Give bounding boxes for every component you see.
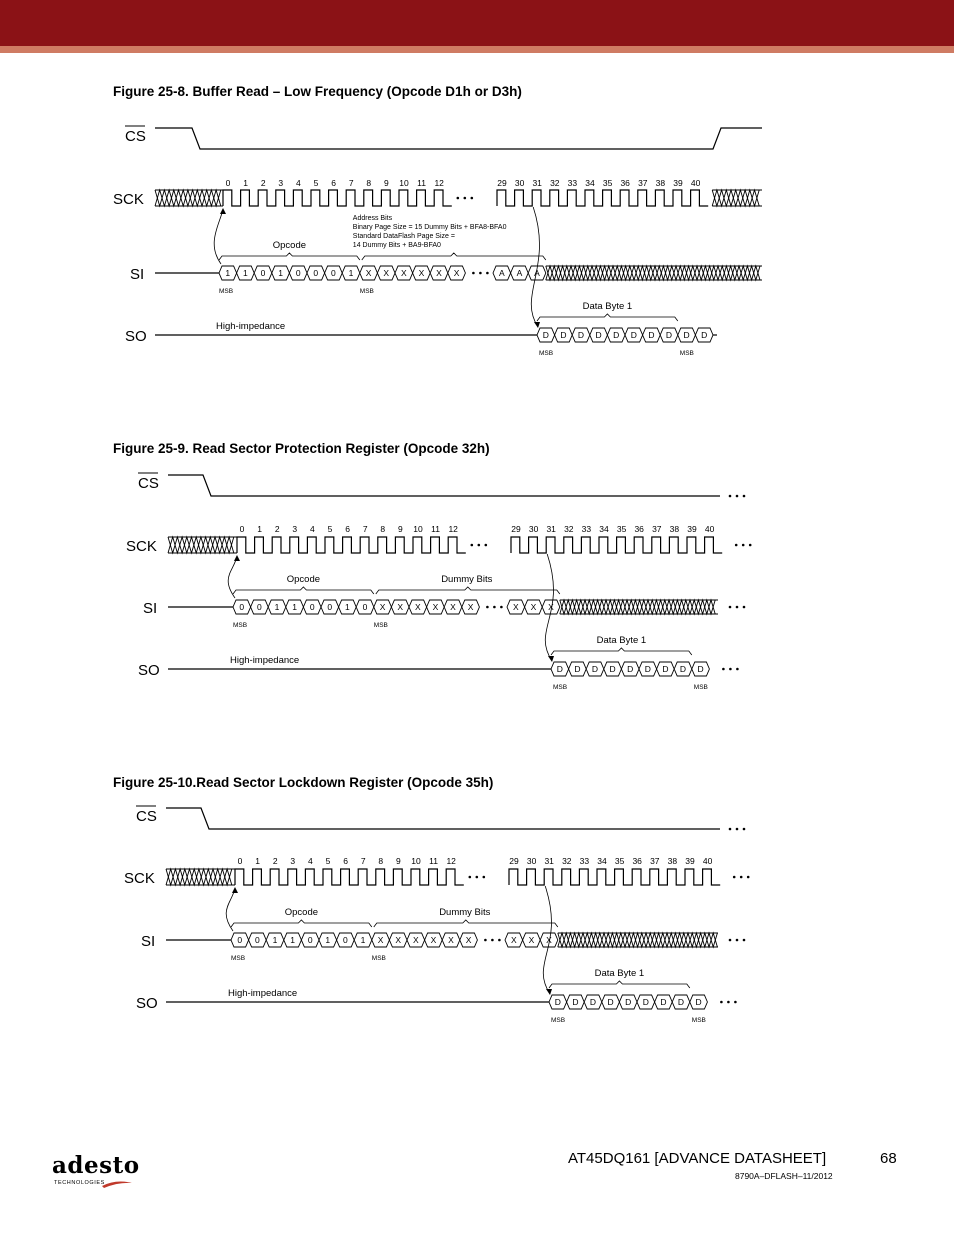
- opcode-brace: [219, 253, 360, 260]
- clock-cycle-number: 3: [278, 178, 284, 188]
- si-tail-bit-value: A: [516, 268, 523, 278]
- opcode-label: Opcode: [284, 907, 319, 918]
- si-address-bit-value: X: [397, 602, 404, 612]
- so-data-bit-value: D: [660, 997, 667, 1007]
- ellipsis-dot: [472, 272, 475, 275]
- so-data-bit-value: D: [591, 664, 599, 674]
- clock-cycle-number: 9: [384, 178, 389, 188]
- ellipsis-dot: [479, 272, 482, 275]
- so-data-bit-value: D: [560, 330, 567, 340]
- msb-label: MSB: [219, 288, 234, 295]
- ellipsis-dot: [727, 1001, 730, 1004]
- so-data-bit-value: D: [642, 997, 649, 1007]
- so-data-bit-value: D: [630, 330, 637, 340]
- hatch-bottom: [560, 600, 715, 614]
- arrow-head: [234, 555, 240, 561]
- clock-cycle-number: 35: [616, 524, 627, 534]
- data-byte-label: Data Byte 1: [594, 968, 645, 979]
- ellipsis-dot: [457, 197, 460, 200]
- address-note-line: Binary Page Size = 15 Dummy Bits + BFA8-BFA0: [352, 224, 507, 231]
- si-opcode-bit-value: 1: [272, 935, 278, 945]
- si-opcode-bit-value: 1: [292, 602, 297, 612]
- so-data-bit-value: D: [589, 997, 597, 1007]
- so-data-bit-value: D: [677, 997, 685, 1007]
- si-address-bit-value: X: [395, 935, 402, 945]
- ellipsis-dot: [469, 876, 472, 879]
- ellipsis-dot: [491, 939, 494, 942]
- msb-label: MSB: [231, 955, 246, 962]
- clock-cycle-number: 36: [620, 178, 630, 188]
- opcode-brace: [233, 587, 374, 594]
- msb-label: MSB: [359, 288, 374, 295]
- clock-cycle-number: 1: [243, 178, 248, 188]
- clock-cycle-number: 2: [260, 178, 266, 188]
- figure-title: Figure 25-9. Read Sector Protection Register (Opcode 32h): [113, 441, 490, 456]
- ellipsis-dot: [500, 606, 503, 609]
- clock-cycle-number: 6: [331, 178, 336, 188]
- so-data-bit-value: D: [556, 664, 563, 674]
- clock-cycle-number: 32: [562, 856, 572, 866]
- so-data-bit-value: D: [627, 664, 634, 674]
- so-data-bit-value: D: [665, 330, 673, 340]
- so-data-bit-value: D: [595, 330, 602, 340]
- si-opcode-bit-value: 1: [243, 268, 248, 278]
- clock-cycle-number: 0: [237, 856, 243, 866]
- si-address-bit-value: X: [436, 268, 442, 278]
- si-opcode-bit-value: 0: [260, 268, 266, 278]
- si-address-bit-value: X: [412, 935, 419, 945]
- msb-label: MSB: [553, 684, 568, 691]
- clock-cycle-number: 3: [290, 856, 296, 866]
- dummy-bits-brace: [376, 587, 560, 594]
- ellipsis-dot: [736, 939, 739, 942]
- so-data-bit-value: D: [697, 664, 704, 674]
- msb-label: MSB: [679, 350, 694, 357]
- ellipsis-dot: [734, 1001, 737, 1004]
- cs-waveform: [166, 808, 720, 829]
- clock-cycle-number: 4: [296, 178, 301, 188]
- si-opcode-bit-value: 1: [348, 268, 354, 278]
- clock-cycle-number: 9: [398, 524, 403, 534]
- si-address-bit-value: X: [465, 935, 472, 945]
- arrow-head: [220, 208, 226, 214]
- si-address-bit-value: X: [430, 935, 437, 945]
- clock-cycle-number: 12: [448, 524, 458, 534]
- logo-swoosh-icon: [52, 1152, 142, 1192]
- header-stripe: [0, 46, 954, 53]
- address-note-line: Address Bits: [352, 215, 393, 222]
- clock-cycle-number: 8: [378, 856, 384, 866]
- ellipsis-dot: [486, 272, 489, 275]
- ellipsis-dot: [722, 668, 725, 671]
- so-data-bit-value: D: [679, 664, 687, 674]
- ellipsis-dot: [493, 606, 496, 609]
- timing-diagram-sector-protection: [0, 462, 954, 702]
- si-tail-bit-value: X: [548, 602, 554, 612]
- so-data-bit-value: D: [577, 330, 585, 340]
- dummy-bits-label: Dummy Bits: [439, 907, 491, 918]
- si-opcode-bit-value: 1: [325, 935, 331, 945]
- clock-cycle-number: 33: [581, 524, 592, 534]
- clock-cycle-number: 40: [690, 178, 701, 188]
- sck-clock-pulse: [509, 869, 720, 885]
- clock-cycle-number: 1: [255, 856, 260, 866]
- clock-cycle-number: 40: [704, 524, 715, 534]
- clock-cycle-number: 31: [546, 524, 556, 534]
- data-byte-brace: [549, 981, 690, 988]
- si-opcode-bit-value: 1: [290, 935, 295, 945]
- timing-diagram-sector-lockdown: [0, 795, 954, 1035]
- sck-clock-pulse: [497, 190, 708, 206]
- so-data-bit-value: D: [644, 664, 651, 674]
- cs-signal-label: CS: [125, 128, 146, 145]
- so-signal-label: SO: [136, 995, 158, 1012]
- hatch-top: [558, 933, 718, 947]
- clock-cycle-number: 37: [650, 856, 660, 866]
- document-code: 8790A–DFLASH–11/2012: [735, 1171, 833, 1181]
- ellipsis-dot: [729, 606, 732, 609]
- so-data-bit-value: D: [662, 664, 669, 674]
- ellipsis-dot: [486, 606, 489, 609]
- adesto-logo: [52, 1152, 142, 1192]
- ellipsis-dot: [749, 544, 752, 547]
- clock-cycle-number: 30: [526, 856, 537, 866]
- clock-cycle-number: 36: [632, 856, 642, 866]
- so-data-bit-value: D: [625, 997, 632, 1007]
- si-address-bit-value: X: [365, 268, 372, 278]
- figure-title: Figure 25-10.Read Sector Lockdown Register (Opcode 35h): [113, 775, 494, 790]
- address-note-line: 14 Dummy Bits + BA9-BFA0: [352, 242, 441, 249]
- ellipsis-dot: [733, 876, 736, 879]
- ellipsis-dot: [743, 828, 746, 831]
- clock-cycle-number: 5: [327, 524, 333, 534]
- clock-cycle-number: 37: [652, 524, 662, 534]
- ellipsis-dot: [483, 876, 486, 879]
- clock-cycle-number: 8: [380, 524, 386, 534]
- so-data-bit-value: D: [695, 997, 702, 1007]
- clock-to-si-arrow: [226, 888, 235, 931]
- si-address-bit-value: X: [377, 935, 384, 945]
- cs-signal-label: CS: [138, 475, 159, 492]
- clock-cycle-number: 12: [446, 856, 456, 866]
- si-address-bit-value: X: [400, 268, 407, 278]
- so-signal-label: SO: [125, 328, 147, 345]
- clock-cycle-number: 34: [597, 856, 607, 866]
- si-address-bit-value: X: [467, 602, 474, 612]
- clock-cycle-number: 8: [366, 178, 372, 188]
- data-byte-brace: [537, 314, 678, 321]
- sck-signal-label: SCK: [124, 870, 155, 887]
- data-byte-brace: [551, 648, 692, 655]
- si-opcode-bit-value: 0: [237, 935, 243, 945]
- clock-cycle-number: 3: [292, 524, 298, 534]
- ellipsis-dot: [471, 544, 474, 547]
- sck-signal-label: SCK: [126, 538, 157, 555]
- clock-cycle-number: 36: [634, 524, 644, 534]
- clock-cycle-number: 0: [239, 524, 245, 534]
- timing-diagram-buffer-read: [0, 110, 954, 370]
- cs-waveform: [168, 475, 720, 496]
- ellipsis-dot: [747, 876, 750, 879]
- clock-cycle-number: 11: [417, 178, 427, 188]
- clock-cycle-number: 33: [579, 856, 590, 866]
- si-opcode-bit-value: 1: [225, 268, 231, 278]
- clock-to-si-arrow: [228, 556, 237, 598]
- si-opcode-bit-value: 0: [313, 268, 319, 278]
- si-tail-bit-value: X: [512, 602, 519, 612]
- ellipsis-dot: [736, 828, 739, 831]
- clock-cycle-number: 31: [532, 178, 542, 188]
- si-opcode-bit-value: 0: [307, 935, 313, 945]
- si-opcode-bit-value: 0: [331, 268, 336, 278]
- si-opcode-bit-value: 0: [362, 602, 368, 612]
- so-data-bit-value: D: [609, 664, 616, 674]
- si-address-bit-value: X: [379, 602, 386, 612]
- clock-cycle-number: 4: [308, 856, 313, 866]
- clock-cycle-number: 9: [396, 856, 401, 866]
- so-data-bit-value: D: [648, 330, 655, 340]
- ellipsis-dot: [740, 876, 743, 879]
- sck-signal-label: SCK: [113, 191, 144, 208]
- so-data-bit-value: D: [572, 997, 579, 1007]
- si-tail-bit-value: A: [498, 268, 505, 278]
- ellipsis-dot: [743, 495, 746, 498]
- hatch-bottom: [558, 933, 718, 947]
- clock-cycle-number: 39: [685, 856, 695, 866]
- clock-cycle-number: 39: [687, 524, 697, 534]
- si-opcode-bit-value: 1: [345, 602, 350, 612]
- ellipsis-dot: [476, 876, 479, 879]
- dummy-bits-brace: [374, 920, 558, 927]
- data-byte-label: Data Byte 1: [582, 301, 633, 312]
- address-brace: [362, 253, 546, 260]
- so-data-bit-value: D: [542, 330, 549, 340]
- logo-subtitle: TECHNOLOGIES: [54, 1180, 105, 1186]
- ellipsis-dot: [498, 939, 501, 942]
- clock-cycle-number: 4: [310, 524, 315, 534]
- clock-cycle-number: 34: [599, 524, 609, 534]
- clock-cycle-number: 7: [362, 524, 368, 534]
- clock-cycle-number: 38: [655, 178, 666, 188]
- clock-cycle-number: 0: [225, 178, 231, 188]
- high-impedance-label: High-impedance: [216, 321, 286, 332]
- page-number: 68: [880, 1150, 897, 1167]
- clock-cycle-number: 10: [411, 856, 421, 866]
- msb-label: MSB: [551, 1017, 566, 1024]
- si-address-bit-value: X: [448, 935, 454, 945]
- sck-clock-pulse: [511, 537, 722, 553]
- ellipsis-dot: [743, 606, 746, 609]
- si-opcode-bit-value: 1: [360, 935, 366, 945]
- clock-cycle-number: 35: [602, 178, 613, 188]
- ellipsis-dot: [729, 668, 732, 671]
- clock-cycle-number: 7: [348, 178, 354, 188]
- high-impedance-label: High-impedance: [228, 988, 298, 999]
- clock-cycle-number: 38: [669, 524, 680, 534]
- ellipsis-dot: [485, 544, 488, 547]
- sck-clock-pulse: [235, 869, 464, 885]
- ellipsis-dot: [743, 939, 746, 942]
- si-opcode-bit-value: 0: [343, 935, 348, 945]
- ellipsis-dot: [464, 197, 467, 200]
- si-opcode-bit-value: 0: [257, 602, 262, 612]
- clock-cycle-number: 7: [360, 856, 366, 866]
- si-address-bit-value: X: [432, 602, 439, 612]
- clock-cycle-number: 1: [257, 524, 262, 534]
- clock-cycle-number: 10: [413, 524, 423, 534]
- si-opcode-bit-value: 0: [309, 602, 315, 612]
- document-title: AT45DQ161 [ADVANCE DATASHEET]: [568, 1150, 827, 1167]
- clock-cycle-number: 5: [325, 856, 331, 866]
- address-note-line: Standard DataFlash Page Size =: [352, 233, 455, 240]
- hatch-bottom: [546, 266, 760, 280]
- si-opcode-bit-value: 0: [255, 935, 260, 945]
- clock-cycle-number: 29: [497, 178, 507, 188]
- clock-cycle-number: 40: [702, 856, 713, 866]
- arrow-head: [548, 656, 554, 662]
- dummy-bits-label: Dummy Bits: [441, 574, 493, 585]
- clock-cycle-number: 32: [550, 178, 560, 188]
- clock-cycle-number: 32: [564, 524, 574, 534]
- clock-cycle-number: 33: [567, 178, 578, 188]
- so-data-bit-value: D: [607, 997, 614, 1007]
- high-impedance-label: High-impedance: [230, 655, 300, 666]
- clock-cycle-number: 5: [313, 178, 319, 188]
- so-data-bit-value: D: [613, 330, 620, 340]
- clock-cycle-number: 6: [343, 856, 348, 866]
- si-tail-bit-value: X: [546, 935, 552, 945]
- clock-cycle-number: 2: [274, 524, 280, 534]
- clock-cycle-number: 6: [345, 524, 350, 534]
- so-data-bit-value: D: [701, 330, 708, 340]
- ellipsis-dot: [729, 939, 732, 942]
- ellipsis-dot: [729, 495, 732, 498]
- ellipsis-dot: [736, 606, 739, 609]
- clock-cycle-number: 35: [614, 856, 625, 866]
- ellipsis-dot: [742, 544, 745, 547]
- ellipsis-dot: [720, 1001, 723, 1004]
- ellipsis-dot: [729, 828, 732, 831]
- clock-cycle-number: 38: [667, 856, 678, 866]
- clock-cycle-number: 11: [431, 524, 441, 534]
- sck-clock-pulse: [237, 537, 466, 553]
- so-data-bit-value: D: [574, 664, 581, 674]
- si-address-bit-value: X: [414, 602, 421, 612]
- clock-cycle-number: 12: [434, 178, 444, 188]
- data-byte-label: Data Byte 1: [596, 635, 647, 646]
- msb-label: MSB: [373, 622, 388, 629]
- so-signal-label: SO: [138, 662, 160, 679]
- si-address-bit-value: X: [383, 268, 390, 278]
- ellipsis-dot: [736, 495, 739, 498]
- si-tail-bit-value: A: [534, 268, 540, 278]
- opcode-label: Opcode: [286, 574, 321, 585]
- sck-clock-pulse: [223, 190, 452, 206]
- clock-cycle-number: 2: [272, 856, 278, 866]
- header-bar: [0, 0, 954, 46]
- clock-cycle-number: 37: [638, 178, 648, 188]
- si-opcode-bit-value: 0: [327, 602, 333, 612]
- si-address-bit-value: X: [418, 268, 425, 278]
- msb-label: MSB: [371, 955, 386, 962]
- msb-label: MSB: [539, 350, 554, 357]
- so-data-bit-value: D: [683, 330, 690, 340]
- so-data-bit-value: D: [554, 997, 561, 1007]
- clock-cycle-number: 29: [509, 856, 519, 866]
- hatch-bottom: [712, 190, 759, 206]
- ellipsis-dot: [735, 544, 738, 547]
- clock-cycle-number: 31: [544, 856, 554, 866]
- clock-cycle-number: 34: [585, 178, 595, 188]
- cs-signal-label: CS: [136, 808, 157, 825]
- si-signal-label: SI: [143, 600, 158, 617]
- si-signal-label: SI: [130, 266, 145, 283]
- si-address-bit-value: X: [453, 268, 460, 278]
- si-tail-bit-value: X: [510, 935, 517, 945]
- ellipsis-dot: [478, 544, 481, 547]
- ellipsis-dot: [471, 197, 474, 200]
- clock-cycle-number: 30: [514, 178, 525, 188]
- clock-cycle-number: 39: [673, 178, 683, 188]
- ellipsis-dot: [736, 668, 739, 671]
- clock-cycle-number: 10: [399, 178, 409, 188]
- cs-waveform: [155, 128, 762, 149]
- si-opcode-bit-value: 1: [274, 602, 280, 612]
- clock-cycle-number: 11: [429, 856, 439, 866]
- si-tail-bit-value: X: [530, 602, 537, 612]
- si-signal-label: SI: [141, 933, 156, 950]
- si-tail-bit-value: X: [528, 935, 535, 945]
- si-opcode-bit-value: 1: [278, 268, 283, 278]
- msb-label: MSB: [691, 1017, 706, 1024]
- arrow-head: [232, 887, 238, 893]
- clock-cycle-number: 29: [511, 524, 521, 534]
- msb-label: MSB: [233, 622, 248, 629]
- msb-label: MSB: [693, 684, 708, 691]
- logo-wordmark: adesto: [52, 1152, 140, 1179]
- opcode-brace: [231, 920, 372, 927]
- opcode-label: Opcode: [272, 240, 307, 251]
- ellipsis-dot: [484, 939, 487, 942]
- si-opcode-bit-value: 0: [239, 602, 245, 612]
- clock-to-si-arrow: [214, 209, 223, 264]
- clock-cycle-number: 30: [528, 524, 539, 534]
- si-opcode-bit-value: 0: [295, 268, 301, 278]
- arrow-head: [534, 322, 540, 328]
- figure-title: Figure 25-8. Buffer Read – Low Frequency (Opcode D1h or D3h): [113, 84, 522, 99]
- arrow-head: [546, 989, 552, 995]
- si-address-bit-value: X: [450, 602, 456, 612]
